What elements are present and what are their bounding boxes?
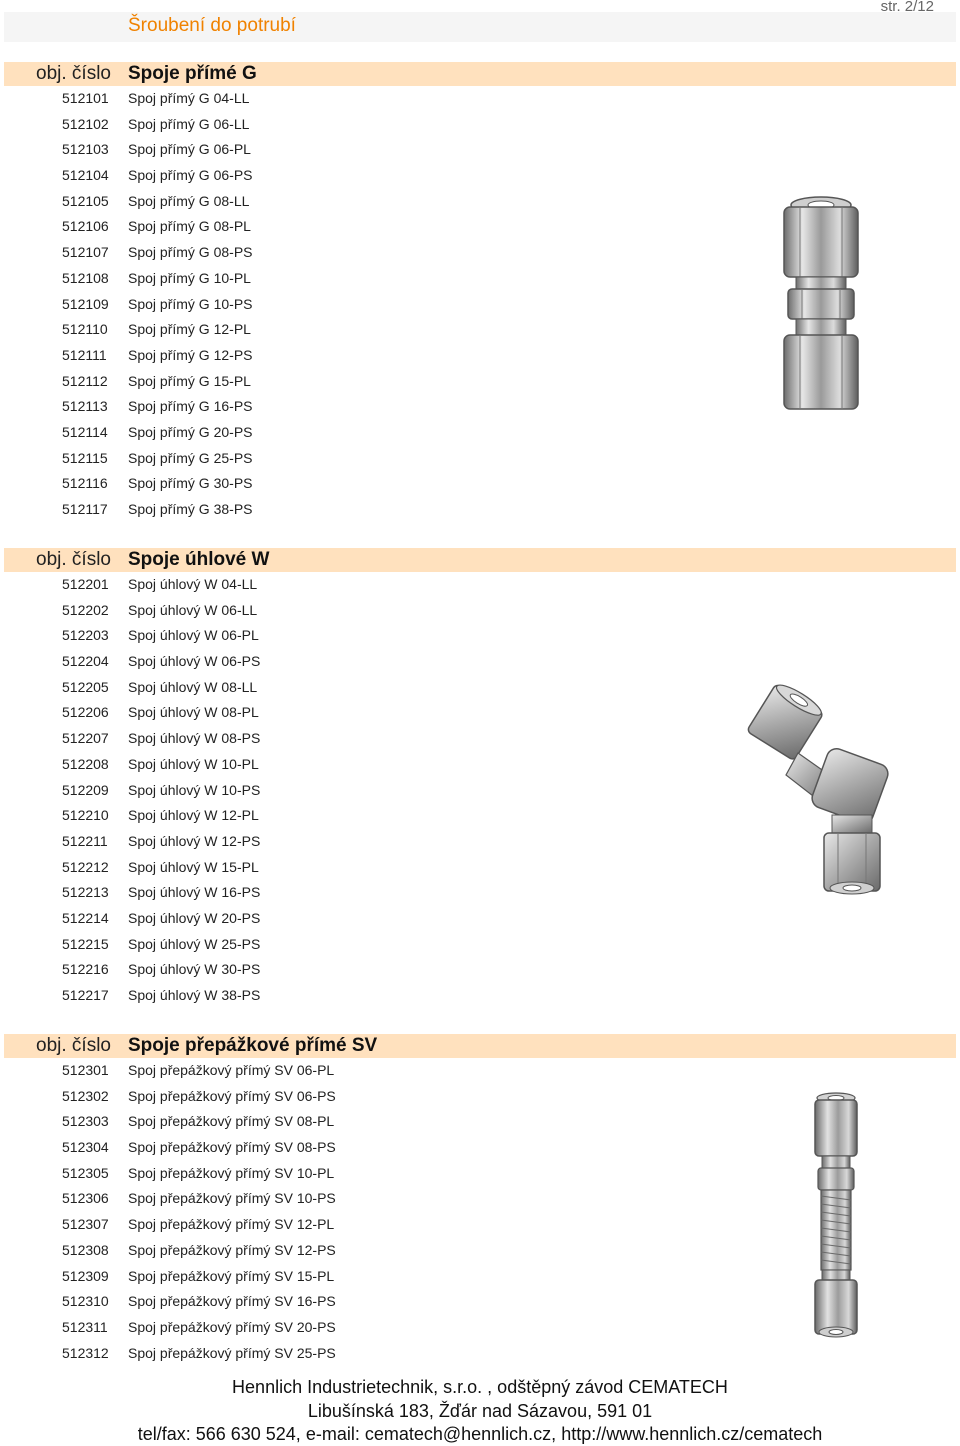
- product-name: Spoj úhlový W 25-PS: [128, 935, 261, 952]
- product-row: [0, 164, 560, 190]
- product-name: Spoj přímý G 30-PS: [128, 475, 253, 492]
- order-number: 512308: [62, 1241, 109, 1258]
- product-row: [0, 318, 560, 344]
- order-number: 512214: [62, 909, 109, 926]
- footer-company: Hennlich Industrietechnik, s.r.o. , odštěpný závod CEMATECH: [232, 1377, 728, 1397]
- product-name: Spoj přímý G 38-PS: [128, 501, 253, 517]
- order-number: 512310: [62, 1293, 109, 1310]
- product-row: [0, 1110, 560, 1136]
- product-name: Spoj přímý G 20-PS: [128, 423, 253, 440]
- product-name: Spoj úhlový W 08-PL: [128, 704, 259, 721]
- product-name: Spoj přepážkový přímý SV 12-PS: [128, 1241, 336, 1258]
- order-number: 512311: [62, 1318, 108, 1335]
- bulkhead-fitting-image: [812, 1092, 860, 1340]
- product-name: Spoj úhlový W 06-PS: [128, 653, 261, 670]
- product-row: [0, 447, 560, 473]
- section-title: Spoje přímé G: [128, 63, 257, 84]
- product-name: Spoj úhlový W 06-PL: [128, 627, 259, 644]
- product-name: Spoj úhlový W 16-PS: [128, 884, 261, 901]
- order-number: 512102: [62, 115, 109, 132]
- page-title: Šroubení do potrubí: [128, 15, 296, 36]
- order-number: 512306: [62, 1190, 109, 1207]
- order-number: 512312: [62, 1344, 109, 1361]
- order-number: 512204: [62, 653, 109, 670]
- product-row: [0, 984, 560, 1010]
- order-number: 512116: [62, 475, 108, 492]
- product-row: [0, 1316, 560, 1342]
- product-name: Spoj přepážkový přímý SV 15-PL: [128, 1267, 335, 1284]
- page-number: str. 2/12: [880, 0, 934, 15]
- product-name: Spoj přepážkový přímý SV 06-PS: [128, 1087, 336, 1104]
- product-row: [0, 421, 560, 447]
- product-name: Spoj úhlový W 12-PS: [128, 832, 261, 849]
- order-number: 512211: [62, 832, 108, 849]
- product-row: [0, 370, 560, 396]
- order-number: 512309: [62, 1267, 109, 1284]
- product-list: [0, 573, 560, 1010]
- order-number: 512101: [62, 90, 109, 106]
- product-row: [0, 958, 560, 984]
- product-row: [0, 293, 560, 319]
- product-name: Spoj přepážkový přímý SV 20-PS: [128, 1318, 336, 1335]
- product-name: Spoj přímý G 16-PS: [128, 398, 253, 415]
- product-row: [0, 241, 560, 267]
- order-number: 512207: [62, 730, 109, 747]
- product-name: Spoj přímý G 06-PL: [128, 141, 251, 158]
- product-row: [0, 701, 560, 727]
- order-number: 512217: [62, 987, 109, 1003]
- column-label-order-number: obj. číslo: [36, 63, 111, 84]
- product-name: Spoj úhlový W 08-PS: [128, 730, 261, 747]
- column-label-order-number: obj. číslo: [36, 1035, 111, 1056]
- product-row: [0, 215, 560, 241]
- product-row: [0, 1265, 560, 1291]
- product-row: [0, 344, 560, 370]
- product-row: [0, 1239, 560, 1265]
- order-number: 512208: [62, 755, 109, 772]
- order-number: 512110: [62, 321, 108, 338]
- product-row: [0, 1085, 560, 1111]
- product-row: [0, 907, 560, 933]
- product-name: Spoj přímý G 25-PS: [128, 449, 253, 466]
- order-number: 512212: [62, 858, 109, 875]
- order-number: 512301: [62, 1062, 109, 1078]
- order-number: 512103: [62, 141, 109, 158]
- product-row: [0, 190, 560, 216]
- column-label-order-number: obj. číslo: [36, 549, 111, 570]
- product-name: Spoj přepážkový přímý SV 25-PS: [128, 1344, 336, 1361]
- order-number: 512203: [62, 627, 109, 644]
- order-number: 512216: [62, 961, 109, 978]
- product-row: [0, 472, 560, 498]
- order-number: 512113: [62, 398, 108, 415]
- product-name: Spoj přepážkový přímý SV 12-PL: [128, 1216, 335, 1233]
- footer-address: Libušínská 183, Žďár nad Sázavou, 591 01: [307, 1401, 653, 1421]
- product-name: Spoj přímý G 10-PS: [128, 295, 253, 312]
- product-name: Spoj přímý G 12-PL: [128, 321, 251, 338]
- product-name: Spoj přímý G 06-LL: [128, 115, 250, 132]
- order-number: 512307: [62, 1216, 109, 1233]
- angle-fitting-image: [740, 683, 900, 898]
- product-row: [0, 1290, 560, 1316]
- product-list: [0, 1059, 560, 1367]
- product-name: Spoj úhlový W 15-PL: [128, 858, 259, 875]
- order-number: 512108: [62, 269, 109, 286]
- order-number: 512112: [62, 372, 108, 389]
- product-row: [0, 1187, 560, 1213]
- product-name: Spoj přepážkový přímý SV 08-PS: [128, 1139, 336, 1156]
- product-row: [0, 113, 560, 139]
- product-row: [0, 856, 560, 882]
- product-row: [0, 395, 560, 421]
- product-name: Spoj úhlový W 10-PS: [128, 781, 261, 798]
- product-name: Spoj úhlový W 38-PS: [128, 987, 261, 1003]
- product-name: Spoj přímý G 08-PS: [128, 244, 253, 261]
- product-row: [0, 498, 560, 524]
- product-name: Spoj přímý G 12-PS: [128, 346, 253, 363]
- product-row: [0, 676, 560, 702]
- product-list: [0, 87, 560, 524]
- order-number: 512111: [62, 346, 107, 363]
- order-number: 512209: [62, 781, 109, 798]
- footer-contact: tel/fax: 566 630 524, e-mail: cematech@hennlich.cz, http://www.hennlich.cz/cematech: [137, 1424, 823, 1444]
- product-name: Spoj přepážkový přímý SV 06-PL: [128, 1062, 335, 1078]
- product-name: Spoj přímý G 04-LL: [128, 90, 250, 106]
- order-number: 512305: [62, 1164, 109, 1181]
- product-name: Spoj úhlový W 30-PS: [128, 961, 261, 978]
- product-row: [0, 87, 560, 113]
- order-number: 512117: [62, 501, 108, 517]
- product-row: [0, 599, 560, 625]
- product-row: [0, 933, 560, 959]
- product-row: [0, 624, 560, 650]
- order-number: 512303: [62, 1113, 109, 1130]
- product-row: [0, 1136, 560, 1162]
- product-name: Spoj přímý G 10-PL: [128, 269, 251, 286]
- product-name: Spoj přímý G 15-PL: [128, 372, 251, 389]
- product-name: Spoj přímý G 06-PS: [128, 167, 253, 184]
- product-name: Spoj přepážkový přímý SV 08-PL: [128, 1113, 335, 1130]
- order-number: 512114: [62, 423, 108, 440]
- section-title: Spoje úhlové W: [128, 549, 270, 570]
- order-number: 512202: [62, 601, 109, 618]
- product-name: Spoj úhlový W 10-PL: [128, 755, 259, 772]
- order-number: 512109: [62, 295, 109, 312]
- product-name: Spoj přímý G 08-LL: [128, 192, 250, 209]
- product-row: [0, 1213, 560, 1239]
- order-number: 512302: [62, 1087, 109, 1104]
- product-name: Spoj úhlový W 04-LL: [128, 576, 258, 592]
- order-number: 512104: [62, 167, 109, 184]
- product-row: [0, 753, 560, 779]
- product-row: [0, 1162, 560, 1188]
- product-row: [0, 1342, 560, 1368]
- product-row: [0, 727, 560, 753]
- product-row: [0, 830, 560, 856]
- product-name: Spoj úhlový W 12-PL: [128, 807, 259, 824]
- product-row: [0, 1059, 560, 1085]
- order-number: 512205: [62, 678, 109, 695]
- product-row: [0, 804, 560, 830]
- order-number: 512213: [62, 884, 109, 901]
- order-number: 512201: [62, 576, 109, 592]
- product-name: Spoj úhlový W 20-PS: [128, 909, 261, 926]
- product-name: Spoj přepážkový přímý SV 16-PS: [128, 1293, 336, 1310]
- product-row: [0, 779, 560, 805]
- order-number: 512106: [62, 218, 109, 235]
- order-number: 512105: [62, 192, 109, 209]
- product-name: Spoj přímý G 08-PL: [128, 218, 251, 235]
- product-row: [0, 650, 560, 676]
- order-number: 512107: [62, 244, 109, 261]
- order-number: 512115: [62, 449, 108, 466]
- straight-fitting-image: [780, 195, 862, 415]
- product-name: Spoj úhlový W 06-LL: [128, 601, 258, 618]
- order-number: 512215: [62, 935, 109, 952]
- product-row: [0, 138, 560, 164]
- product-row: [0, 881, 560, 907]
- section-title: Spoje přepážkové přímé SV: [128, 1035, 378, 1056]
- order-number: 512206: [62, 704, 109, 721]
- product-name: Spoj přepážkový přímý SV 10-PS: [128, 1190, 336, 1207]
- product-row: [0, 573, 560, 599]
- product-row: [0, 267, 560, 293]
- product-name: Spoj přepážkový přímý SV 10-PL: [128, 1164, 335, 1181]
- product-name: Spoj úhlový W 08-LL: [128, 678, 258, 695]
- order-number: 512304: [62, 1139, 109, 1156]
- order-number: 512210: [62, 807, 109, 824]
